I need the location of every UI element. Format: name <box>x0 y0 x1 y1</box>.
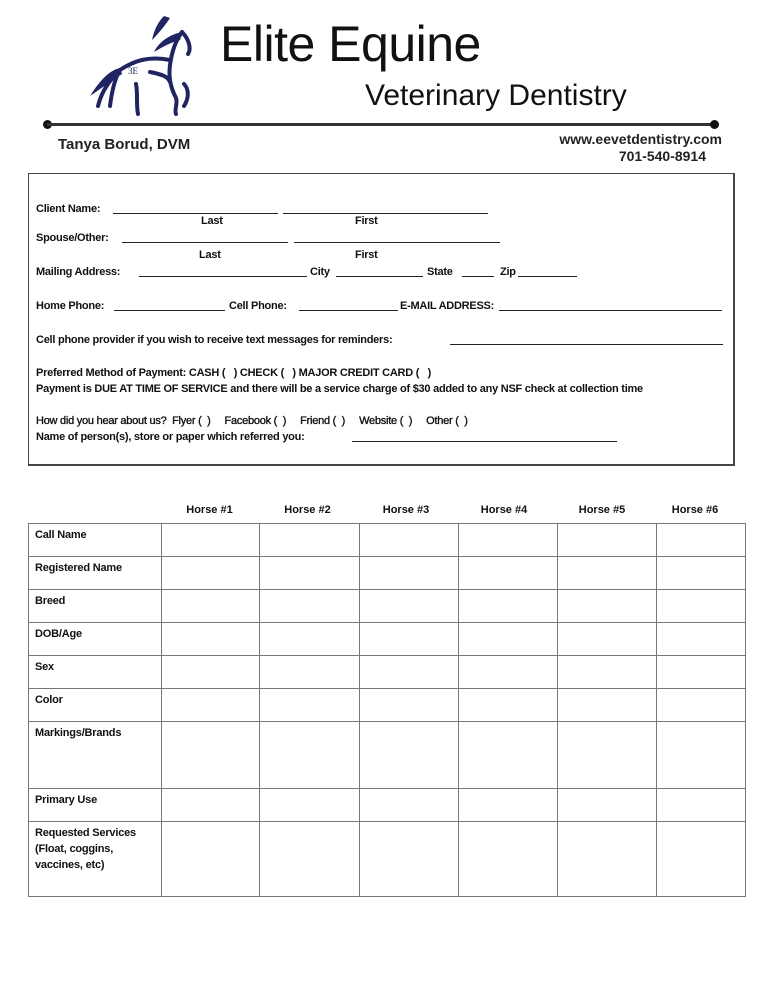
horse-cell-input[interactable] <box>459 623 558 656</box>
horse-cell-input[interactable] <box>657 623 746 656</box>
row-label: Requested Services (Float, coggins, vaccines, etc) <box>29 822 162 897</box>
referred-by-field[interactable] <box>352 441 617 442</box>
horse-cell-input[interactable] <box>162 789 260 822</box>
horse-cell-input[interactable] <box>260 722 360 789</box>
horse-column-header: Horse #1 <box>186 504 233 516</box>
horse-cell-input[interactable] <box>459 656 558 689</box>
last-caption: Last <box>199 249 221 261</box>
horse-cell-input[interactable] <box>657 656 746 689</box>
cell-phone-label: Cell Phone: <box>229 300 287 312</box>
spouse-other-label: Spouse/Other: <box>36 232 109 244</box>
horse-cell-input[interactable] <box>260 822 360 897</box>
referral-source-options[interactable]: How did you hear about us? Flyer ( ) Facebook ( ) Friend ( ) Website ( ) Other ( ) <box>36 415 468 427</box>
zip-field[interactable] <box>518 276 577 277</box>
horse-cell-input[interactable] <box>558 822 657 897</box>
row-label: Call Name <box>29 524 162 557</box>
row-label: Primary Use <box>29 789 162 822</box>
table-row <box>29 623 746 656</box>
horse-cell-input[interactable] <box>558 656 657 689</box>
table-row <box>29 822 746 897</box>
state-field[interactable] <box>462 276 494 277</box>
spouse-last-name-field[interactable] <box>122 242 288 243</box>
business-title: Elite Equine <box>220 16 481 72</box>
horse-cell-input[interactable] <box>360 623 459 656</box>
horse-cell-input[interactable] <box>162 656 260 689</box>
horse-cell-input[interactable] <box>260 689 360 722</box>
city-label: City <box>310 266 330 278</box>
website-link[interactable]: www.eevetdentistry.com <box>559 131 722 147</box>
horse-cell-input[interactable] <box>360 590 459 623</box>
home-phone-label: Home Phone: <box>36 300 105 312</box>
table-row <box>29 722 746 789</box>
horse-cell-input[interactable] <box>260 789 360 822</box>
horse-cell-input[interactable] <box>459 524 558 557</box>
mailing-address-field[interactable] <box>139 276 307 277</box>
horse-column-header: Horse #3 <box>382 504 430 516</box>
horse-cell-input[interactable] <box>260 524 360 557</box>
cell-phone-field[interactable] <box>299 310 398 311</box>
horse-cell-input[interactable] <box>162 689 260 722</box>
horse-column-header: Horse #5 <box>578 504 626 516</box>
horse-cell-input[interactable] <box>558 789 657 822</box>
row-label: Sex <box>29 656 162 689</box>
table-row <box>29 656 746 689</box>
rule-end-dot <box>710 120 719 129</box>
header-divider <box>47 123 715 126</box>
email-field[interactable] <box>499 310 722 311</box>
horse-cell-input[interactable] <box>360 557 459 590</box>
payment-note: Payment is DUE AT TIME OF SERVICE and there will be a service charge of $30 added to any NSF check at collection time <box>36 383 643 395</box>
table-row <box>29 557 746 590</box>
business-subtitle: Veterinary Dentistry <box>365 79 627 112</box>
horse-cell-input[interactable] <box>657 789 746 822</box>
horse-cell-input[interactable] <box>360 722 459 789</box>
horse-cell-input[interactable] <box>162 822 260 897</box>
cell-provider-field[interactable] <box>450 344 723 345</box>
horse-cell-input[interactable] <box>162 623 260 656</box>
horse-cell-input[interactable] <box>260 590 360 623</box>
row-label: Registered Name <box>29 557 162 590</box>
horse-column-header: Horse #4 <box>480 504 528 516</box>
horse-cell-input[interactable] <box>558 524 657 557</box>
cell-provider-label: Cell phone provider if you wish to receive text messages for reminders: <box>36 334 393 346</box>
horse-cell-input[interactable] <box>162 524 260 557</box>
horse-cell-input[interactable] <box>360 689 459 722</box>
row-label: Color <box>29 689 162 722</box>
horse-cell-input[interactable] <box>459 722 558 789</box>
horse-cell-input[interactable] <box>657 557 746 590</box>
horse-cell-input[interactable] <box>657 722 746 789</box>
spouse-first-name-field[interactable] <box>294 242 500 243</box>
last-caption: Last <box>201 215 223 227</box>
mailing-address-label: Mailing Address: <box>36 266 121 278</box>
horse-cell-input[interactable] <box>558 689 657 722</box>
client-name-label: Client Name: <box>36 203 101 215</box>
horse-cell-input[interactable] <box>657 822 746 897</box>
horse-cell-input[interactable] <box>459 689 558 722</box>
referred-by-label: Name of person(s), store or paper which referred you: <box>36 431 305 443</box>
horse-cell-input[interactable] <box>360 789 459 822</box>
horse-cell-input[interactable] <box>657 590 746 623</box>
row-label: Breed <box>29 590 162 623</box>
horse-cell-input[interactable] <box>260 623 360 656</box>
email-label: E-MAIL ADDRESS: <box>400 300 495 312</box>
state-label: State <box>427 266 453 278</box>
first-caption: First <box>355 249 378 261</box>
home-phone-field[interactable] <box>114 310 225 311</box>
horse-cell-input[interactable] <box>558 590 657 623</box>
payment-method-options[interactable]: Preferred Method of Payment: CASH ( ) CHECK ( ) MAJOR CREDIT CARD ( ) <box>36 367 431 379</box>
horse-cell-input[interactable] <box>360 656 459 689</box>
horse-cell-input[interactable] <box>459 590 558 623</box>
horse-logo <box>80 10 210 120</box>
table-row <box>29 590 746 623</box>
horse-cell-input[interactable] <box>360 524 459 557</box>
table-row <box>29 789 746 822</box>
doctor-name: Tanya Borud, DVM <box>58 136 191 153</box>
horse-cell-input[interactable] <box>657 524 746 557</box>
table-row <box>29 524 746 557</box>
horse-cell-input[interactable] <box>360 822 459 897</box>
horse-column-header: Horse #6 <box>671 504 719 516</box>
horse-cell-input[interactable] <box>162 557 260 590</box>
horse-cell-input[interactable] <box>260 557 360 590</box>
horse-cell-input[interactable] <box>162 722 260 789</box>
city-field[interactable] <box>336 276 423 277</box>
horse-cell-input[interactable] <box>162 590 260 623</box>
horse-cell-input[interactable] <box>459 557 558 590</box>
first-caption: First <box>355 215 378 227</box>
horse-info-table <box>28 523 746 897</box>
horse-cell-input[interactable] <box>657 689 746 722</box>
logo-monogram: 3E <box>128 66 138 76</box>
row-label: Markings/Brands <box>29 722 162 789</box>
table-row <box>29 689 746 722</box>
horse-cell-input[interactable] <box>558 722 657 789</box>
client-last-name-field[interactable] <box>113 213 278 214</box>
horse-column-header: Horse #2 <box>284 504 331 516</box>
horse-cell-input[interactable] <box>558 623 657 656</box>
horse-cell-input[interactable] <box>459 822 558 897</box>
client-first-name-field[interactable] <box>283 213 488 214</box>
phone-number: 701-540-8914 <box>618 148 706 164</box>
horse-cell-input[interactable] <box>558 557 657 590</box>
zip-label: Zip <box>500 266 516 278</box>
row-label: DOB/Age <box>29 623 162 656</box>
horse-cell-input[interactable] <box>459 789 558 822</box>
horse-cell-input[interactable] <box>260 656 360 689</box>
